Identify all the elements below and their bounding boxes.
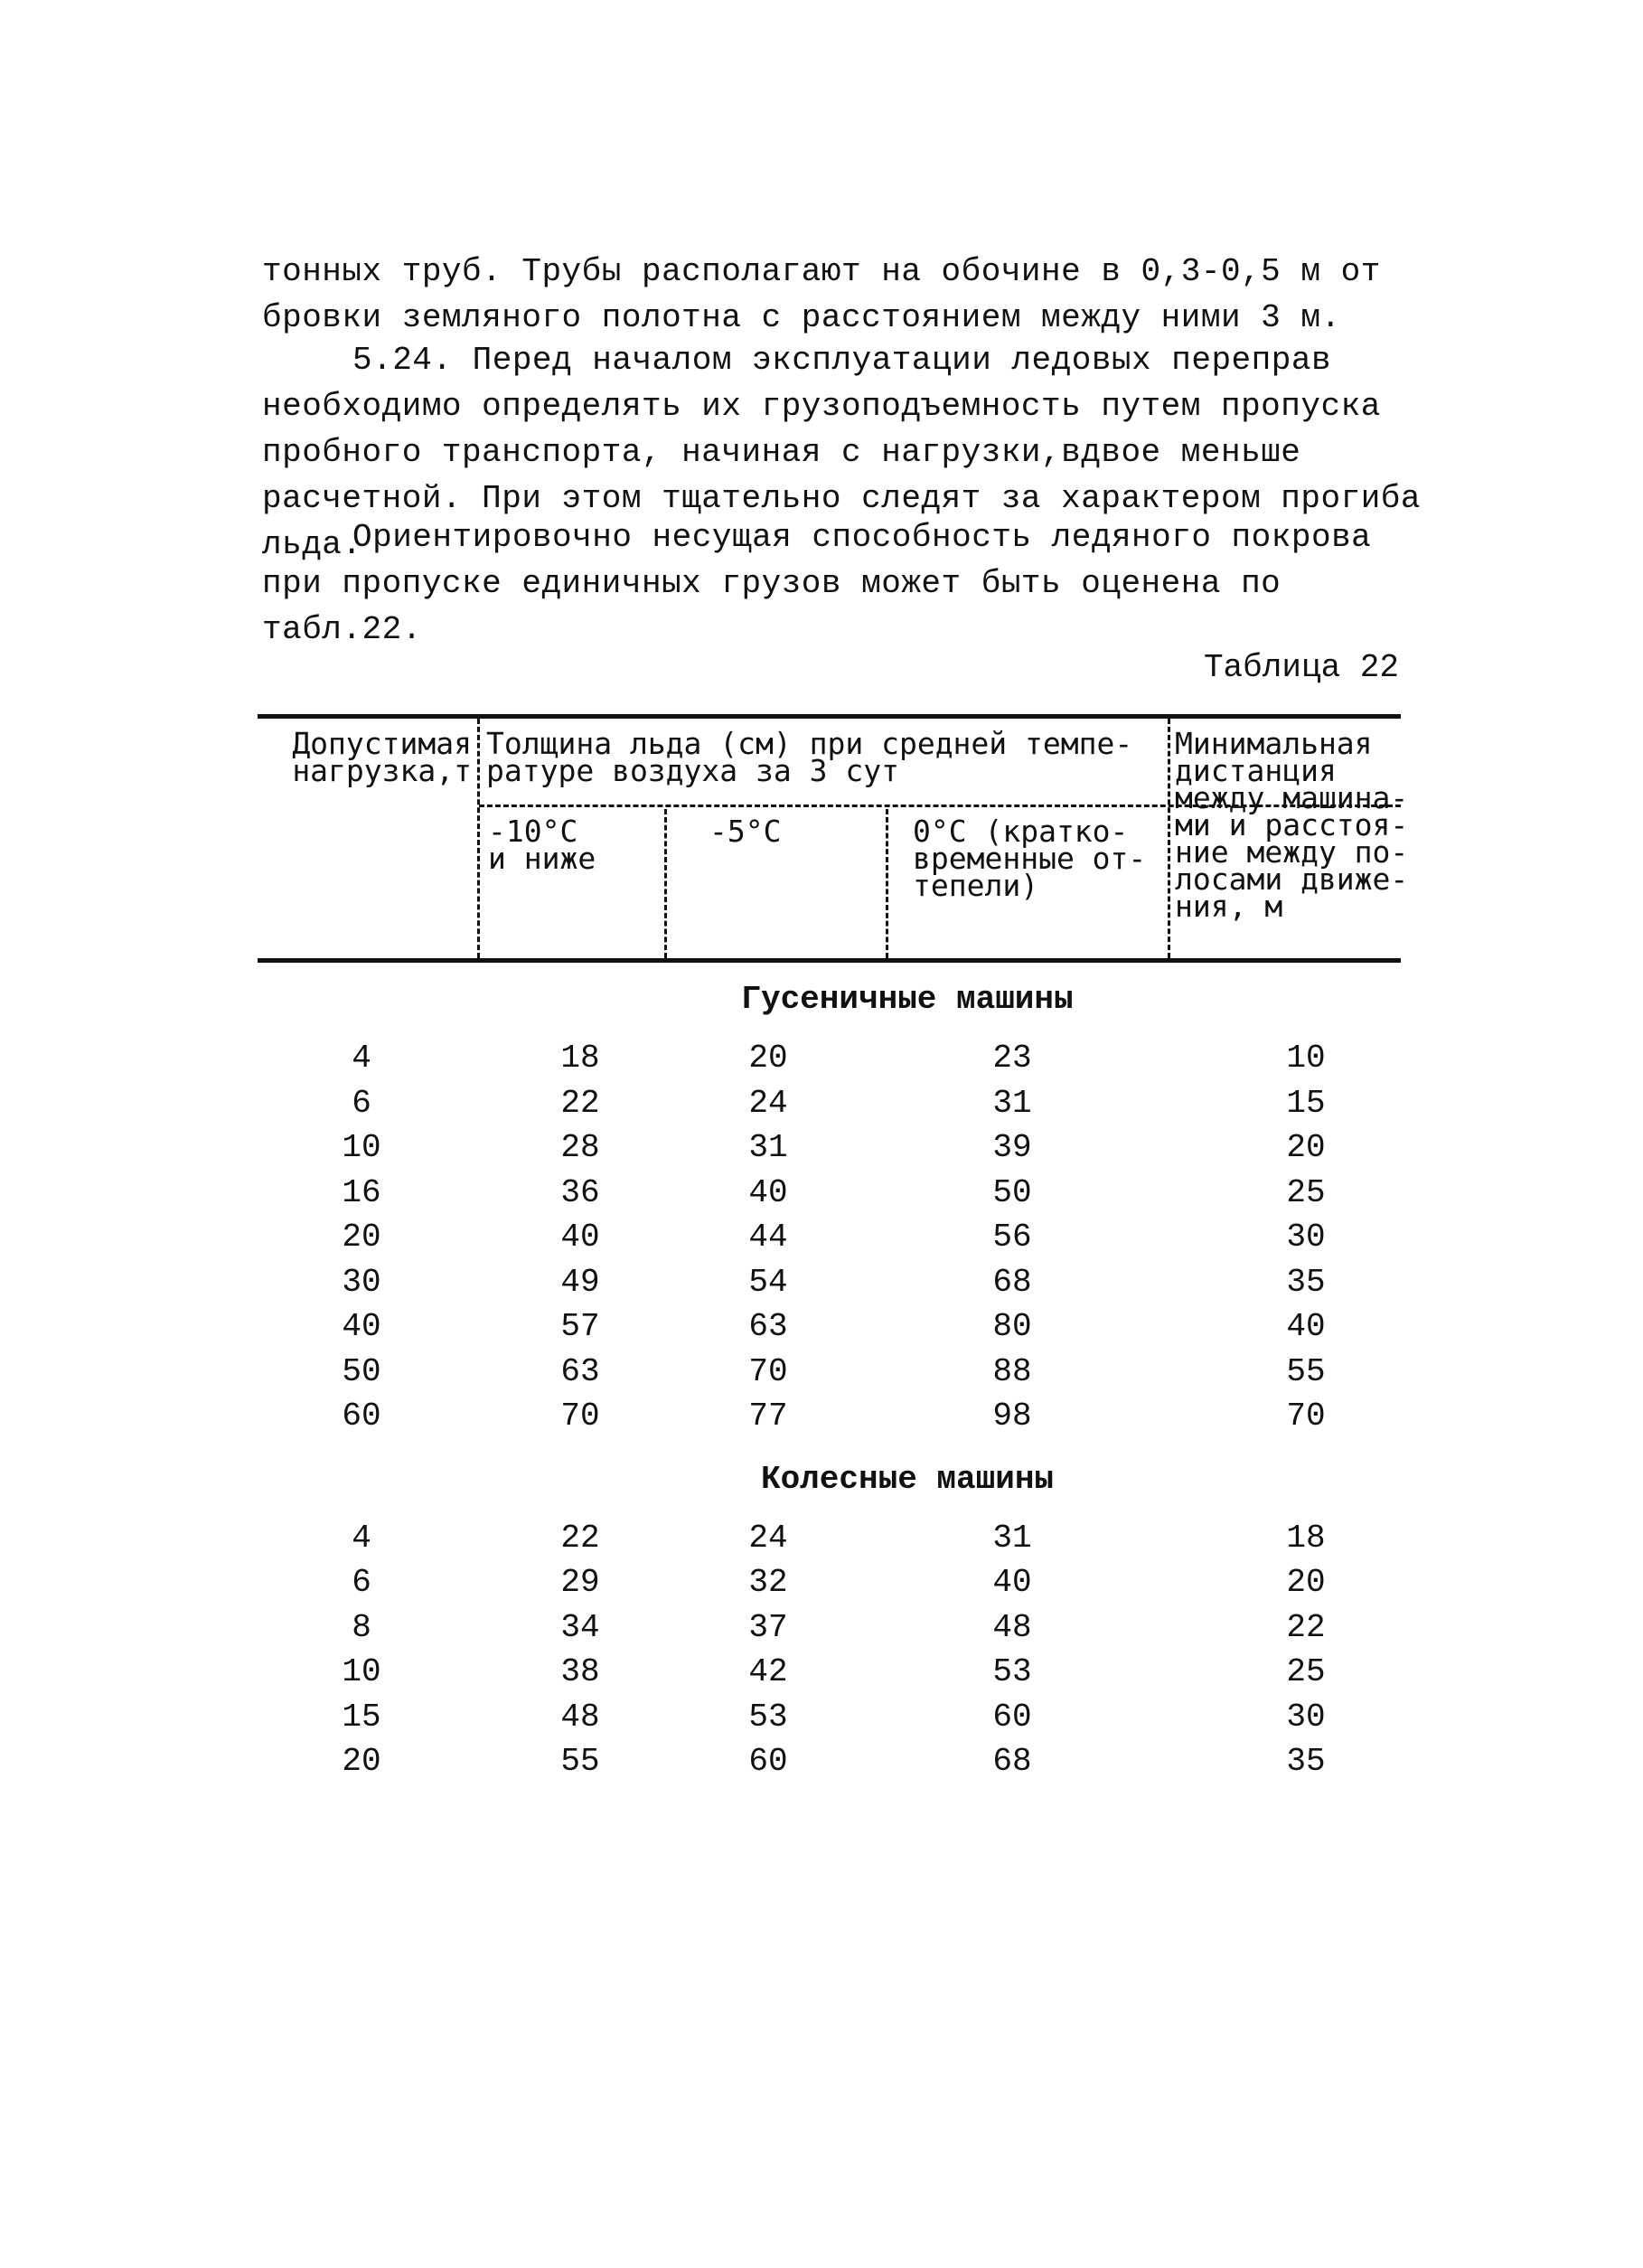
table-cell: 35 <box>1286 1743 1326 1780</box>
table-cell: 25 <box>1286 1173 1326 1211</box>
table-cell: 70 <box>748 1352 788 1390</box>
header-temp-minus5: -5°С <box>709 814 782 849</box>
header-load: Допустимая нагрузка,т <box>292 726 472 788</box>
table-cell: 40 <box>560 1219 600 1256</box>
table-cell: 49 <box>560 1263 600 1301</box>
table-cell: 38 <box>560 1653 600 1690</box>
table-cell: 53 <box>748 1698 788 1736</box>
table-cell: 20 <box>1286 1564 1326 1601</box>
table-cell: 48 <box>992 1608 1032 1646</box>
table-cell: 70 <box>560 1398 600 1435</box>
table-cell: 56 <box>992 1219 1032 1256</box>
table-cell: 20 <box>748 1040 788 1077</box>
table-cell: 29 <box>560 1564 600 1601</box>
table-cell: 20 <box>342 1219 381 1256</box>
table-cell: 24 <box>748 1084 788 1122</box>
table-cell: 25 <box>1286 1653 1326 1690</box>
table-cell: 80 <box>992 1308 1032 1345</box>
table-cell: 53 <box>992 1653 1032 1690</box>
table-cell: 40 <box>1286 1308 1326 1345</box>
table-cell: 10 <box>342 1653 381 1690</box>
table-cell: 18 <box>1286 1519 1326 1557</box>
table-cell: 40 <box>748 1173 788 1211</box>
table-cell: 40 <box>342 1308 381 1345</box>
table-cell: 44 <box>748 1219 788 1256</box>
table-cell: 60 <box>992 1698 1032 1736</box>
table-cell: 60 <box>748 1743 788 1780</box>
table-cell: 50 <box>992 1173 1032 1211</box>
table-top-rule <box>258 714 1401 719</box>
table-cell: 4 <box>352 1519 371 1557</box>
table-cell: 31 <box>748 1129 788 1166</box>
table-cell: 40 <box>992 1564 1032 1601</box>
table-cell: 30 <box>1286 1698 1326 1736</box>
table-cell: 34 <box>560 1608 600 1646</box>
table-cell: 55 <box>560 1743 600 1780</box>
table-cell: 31 <box>992 1519 1032 1557</box>
table-cell: 35 <box>1286 1263 1326 1301</box>
table-cell: 37 <box>748 1608 788 1646</box>
table-cell: 55 <box>1286 1352 1326 1390</box>
table-caption: Таблица 22 <box>1203 649 1399 686</box>
paragraph-estimate <box>262 514 1428 653</box>
table-cell: 28 <box>560 1129 600 1166</box>
table-cell: 16 <box>342 1173 381 1211</box>
table-cell: 57 <box>560 1308 600 1345</box>
header-distance: Минимальная дистанция между машина- ми и расстоя- ние между по- лосами движе- ния, м <box>1175 726 1409 924</box>
table-cell: 18 <box>560 1040 600 1077</box>
table-cell: 42 <box>748 1653 788 1690</box>
table-cell: 68 <box>992 1743 1032 1780</box>
paragraph-continuation: тонных труб. Трубы располагают на обочине в 0,3-0,5 м от бровки земляного полотна с расстоянием между ними 3 м. <box>262 253 1381 336</box>
paragraph-5-24-text: 5.24. Перед началом эксплуатации ледовых переправ необходимо определять их грузоподъемность путем пропуска пробного транспорта, начиная с нагрузки,вдвое меньше расчетной. При этом тщательно следят за характером прогиба льда. <box>262 342 1422 563</box>
table-cell: 70 <box>1286 1398 1326 1435</box>
header-divider <box>477 719 480 958</box>
table-cell: 15 <box>342 1698 381 1736</box>
table-cell: 60 <box>342 1398 381 1435</box>
table-cell: 22 <box>1286 1608 1326 1646</box>
section-title: Колесные машины <box>760 1460 1055 1498</box>
header-thickness: Толщина льда (см) при средней темпе- ратуре воздуха за 3 сут <box>486 726 1133 788</box>
table-cell: 63 <box>560 1352 600 1390</box>
table-cell: 6 <box>352 1084 371 1122</box>
table-cell: 30 <box>1286 1219 1326 1256</box>
table-cell: 4 <box>352 1040 371 1077</box>
header-temp-minus10: -10°С и ниже <box>488 814 596 876</box>
table-cell: 15 <box>1286 1084 1326 1122</box>
table-cell: 30 <box>342 1263 381 1301</box>
table-cell: 54 <box>748 1263 788 1301</box>
table-cell: 48 <box>560 1698 600 1736</box>
table-cell: 22 <box>560 1519 600 1557</box>
table-cell: 77 <box>748 1398 788 1435</box>
table-cell: 20 <box>1286 1129 1326 1166</box>
table-cell: 20 <box>342 1743 381 1780</box>
header-divider <box>664 809 667 958</box>
table-cell: 10 <box>342 1129 381 1166</box>
table-cell: 50 <box>342 1352 381 1390</box>
table-cell: 24 <box>748 1519 788 1557</box>
header-divider <box>1168 719 1170 958</box>
paragraph-estimate-text: Ориентировочно несущая способность ледяного покрова при пропуске единичных грузов может быть оценена по табл.22. <box>262 519 1372 648</box>
table-cell: 22 <box>560 1084 600 1122</box>
table-cell: 39 <box>992 1129 1032 1166</box>
table-cell: 98 <box>992 1398 1032 1435</box>
table-cell: 8 <box>352 1608 371 1646</box>
table-cell: 32 <box>748 1564 788 1601</box>
table-cell: 88 <box>992 1352 1032 1390</box>
table-cell: 6 <box>352 1564 371 1601</box>
table-header-bottom-rule <box>258 958 1401 963</box>
section-title: Гусеничные машины <box>741 981 1074 1018</box>
header-divider <box>886 809 888 958</box>
table-cell: 31 <box>992 1084 1032 1122</box>
table-cell: 36 <box>560 1173 600 1211</box>
table-cell: 23 <box>992 1040 1032 1077</box>
table-cell: 68 <box>992 1263 1032 1301</box>
table-cell: 10 <box>1286 1040 1326 1077</box>
header-temp-zero: 0°С (кратко- временные от- тепели) <box>913 814 1147 903</box>
table-cell: 63 <box>748 1308 788 1345</box>
